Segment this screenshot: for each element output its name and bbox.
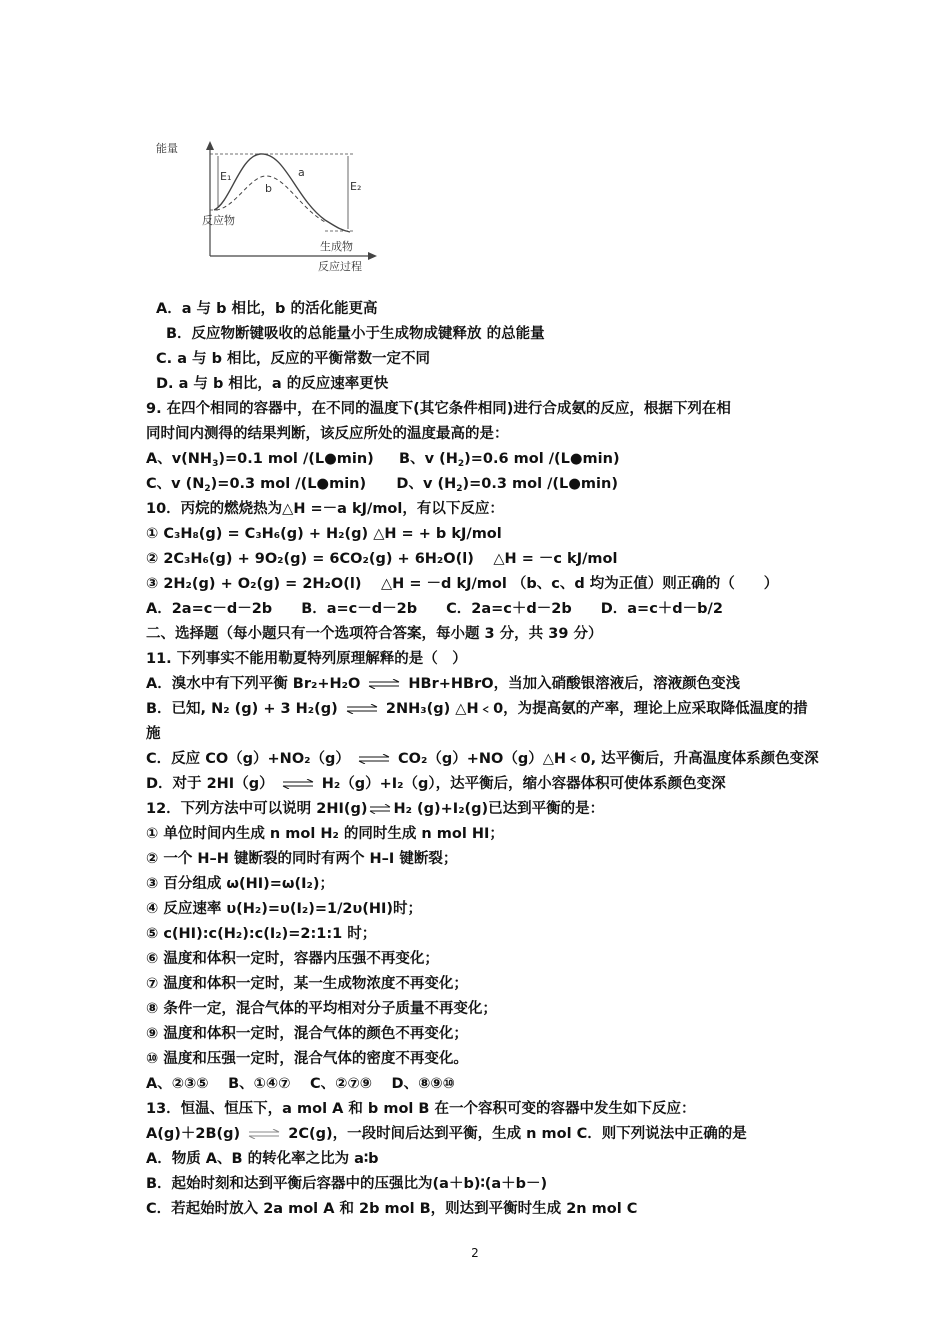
q9-option-d: D、v $(H_2)=0.3$ mol /(L●min) xyxy=(396,476,618,494)
q11-option-b-cont: 施 xyxy=(146,726,161,742)
equilibrium-arrow-icon xyxy=(367,679,401,689)
q11-option-c: C．反应 CO（g）+NO₂（g） CO₂（g）+NO（g）△H﹤0, 达平衡后，升高温度体系颜色变深 xyxy=(146,751,819,767)
q13-option-c: C．若起始时放入 2a mol A 和 2b mol B，则达到平衡时生成 2n mol C xyxy=(146,1201,638,1217)
q12-item: ① 单位时间内生成 n mol H₂ 的同时生成 n mol HI； xyxy=(146,826,504,842)
energy-profile-diagram xyxy=(150,138,380,278)
q12-item: ⑤ c(HI):c(H₂):c(I₂)=2:1:1 时； xyxy=(146,926,377,942)
curve-b-label: b xyxy=(265,182,272,195)
q13-option-b: B．起始时刻和达到平衡后容器中的压强比为(a＋b)∶(a＋b－) xyxy=(146,1176,548,1192)
q12-item: ⑦ 温度和体积一定时，某一生成物浓度不再变化； xyxy=(146,976,468,992)
y-axis-label: 能量 xyxy=(156,142,178,155)
q12-stem: 12．下列方法中可以说明 2HI(g) H₂ (g)+I₂(g)已达到平衡的是： xyxy=(146,801,605,817)
q12-item: ④ 反应速率 υ(H₂)=υ(I₂)=1/2υ(HI)时； xyxy=(146,901,423,917)
q12-options: A、②③⑤ B、①④⑦ C、②⑦⑨ D、⑧⑨⑩ xyxy=(146,1076,455,1092)
e1-label: E₁ xyxy=(220,170,232,183)
q10-reaction-1: ① C₃H₈(g) = C₃H₆(g) + H₂(g) △H = + b kJ/mol xyxy=(146,526,502,542)
q9-option-c: C、v $(N_2)=0.3$ mol /(L●min) xyxy=(146,476,367,494)
q11-option-d: D．对于 2HI（g） H₂（g）+I₂（g），达平衡后，缩小容器体积可使体系颜色变深 xyxy=(146,776,726,792)
x-axis-label: 反应过程 xyxy=(318,260,362,273)
q11-option-b: B．已知, N₂ (g) + 3 H₂(g) 2NH₃(g) △H﹤0，为提高氨的产率，理论上应采取降低温度的措 xyxy=(146,701,808,717)
q9-options-row1 xyxy=(146,450,620,468)
q10-reaction-2: ② 2C₃H₆(g) + 9O₂(g) = 6CO₂(g) + 6H₂O(l) △H = －c kJ/mol xyxy=(146,551,618,567)
curve-a-label: a xyxy=(298,166,305,179)
q8-option-c: C. a 与 b 相比，反应的平衡常数一定不同 xyxy=(156,351,431,367)
q13-stem-line2: A(g)＋2B(g) 2C(g)，一段时间后达到平衡，生成 n mol C．则下列说法中正确的是 xyxy=(146,1126,747,1142)
product-label: 生成物 xyxy=(320,240,353,253)
q9-stem-line1: 9. 在四个相同的容器中，在不同的温度下(其它条件相同)进行合成氨的反应，根据下列在相 xyxy=(146,401,731,417)
q8-option-a: A．a 与 b 相比，b 的活化能更高 xyxy=(156,301,378,317)
equilibrium-arrow-icon xyxy=(357,754,391,764)
q10-reaction-3: ③ 2H₂(g) + O₂(g) = 2H₂O(l) △H = －d kJ/mol （b、c、d 均为正值）则正确的（ ） xyxy=(146,576,779,592)
q9-options-row2 xyxy=(146,475,618,493)
equilibrium-arrow-icon xyxy=(345,704,379,714)
q12-item: ⑧ 条件一定，混合气体的平均相对分子质量不再变化； xyxy=(146,1001,497,1017)
q9-option-a: A、$v(NH_3)=0.1$ mol /(L●min) xyxy=(146,451,374,469)
q12-item: ② 一个 H–H 键断裂的同时有两个 H–I 键断裂； xyxy=(146,851,458,867)
page-number: 2 xyxy=(471,1246,479,1260)
equilibrium-arrow-icon xyxy=(281,779,315,789)
q13-option-a: A．物质 A、B 的转化率之比为 a∶b xyxy=(146,1151,379,1167)
reactant-label: 反应物 xyxy=(202,214,235,227)
q11-option-a: A．溴水中有下列平衡 Br₂+H₂O HBr+HBrO，当加入硝酸银溶液后，溶液颜色变浅 xyxy=(146,676,741,692)
e2-label: E₂ xyxy=(350,180,362,193)
q10-options: A．2a=c－d－2b B．a=c－d－2b C．2a=c＋d－2b D．a=c＋d－b/2 xyxy=(146,601,723,617)
q9-stem-line2: 同时间内测得的结果判断，该反应所处的温度最高的是： xyxy=(146,426,509,442)
q12-item: ③ 百分组成 ω(HI)=ω(I₂)； xyxy=(146,876,335,892)
q12-item: ⑥ 温度和体积一定时，容器内压强不再变化； xyxy=(146,951,439,967)
q11-stem: 11. 下列事实不能用勒夏特列原理解释的是（ ） xyxy=(146,651,467,667)
q10-stem: 10．丙烷的燃烧热为△H =－a kJ/mol，有以下反应： xyxy=(146,501,504,517)
q12-item: ⑨ 温度和体积一定时，混合气体的颜色不再变化； xyxy=(146,1026,468,1042)
section-2-heading: 二、选择题（每小题只有一个选项符合答案，每小题 3 分，共 39 分） xyxy=(146,626,603,642)
equilibrium-arrow-icon xyxy=(369,804,391,814)
q9-option-b: B、v $(H_2)=0.6$ mol /(L●min) xyxy=(399,451,620,469)
q12-item: ⑩ 温度和压强一定时，混合气体的密度不再变化。 xyxy=(146,1051,468,1067)
q8-option-d: D. a 与 b 相比，a 的反应速率更快 xyxy=(156,376,389,392)
q8-option-b: B．反应物断键吸收的总能量小于生成物成键释放 的总能量 xyxy=(166,326,545,342)
q13-stem-line1: 13．恒温、恒压下，a mol A 和 b mol B 在一个容积可变的容器中发生如下反应： xyxy=(146,1101,696,1117)
equilibrium-arrow-icon xyxy=(247,1129,281,1139)
